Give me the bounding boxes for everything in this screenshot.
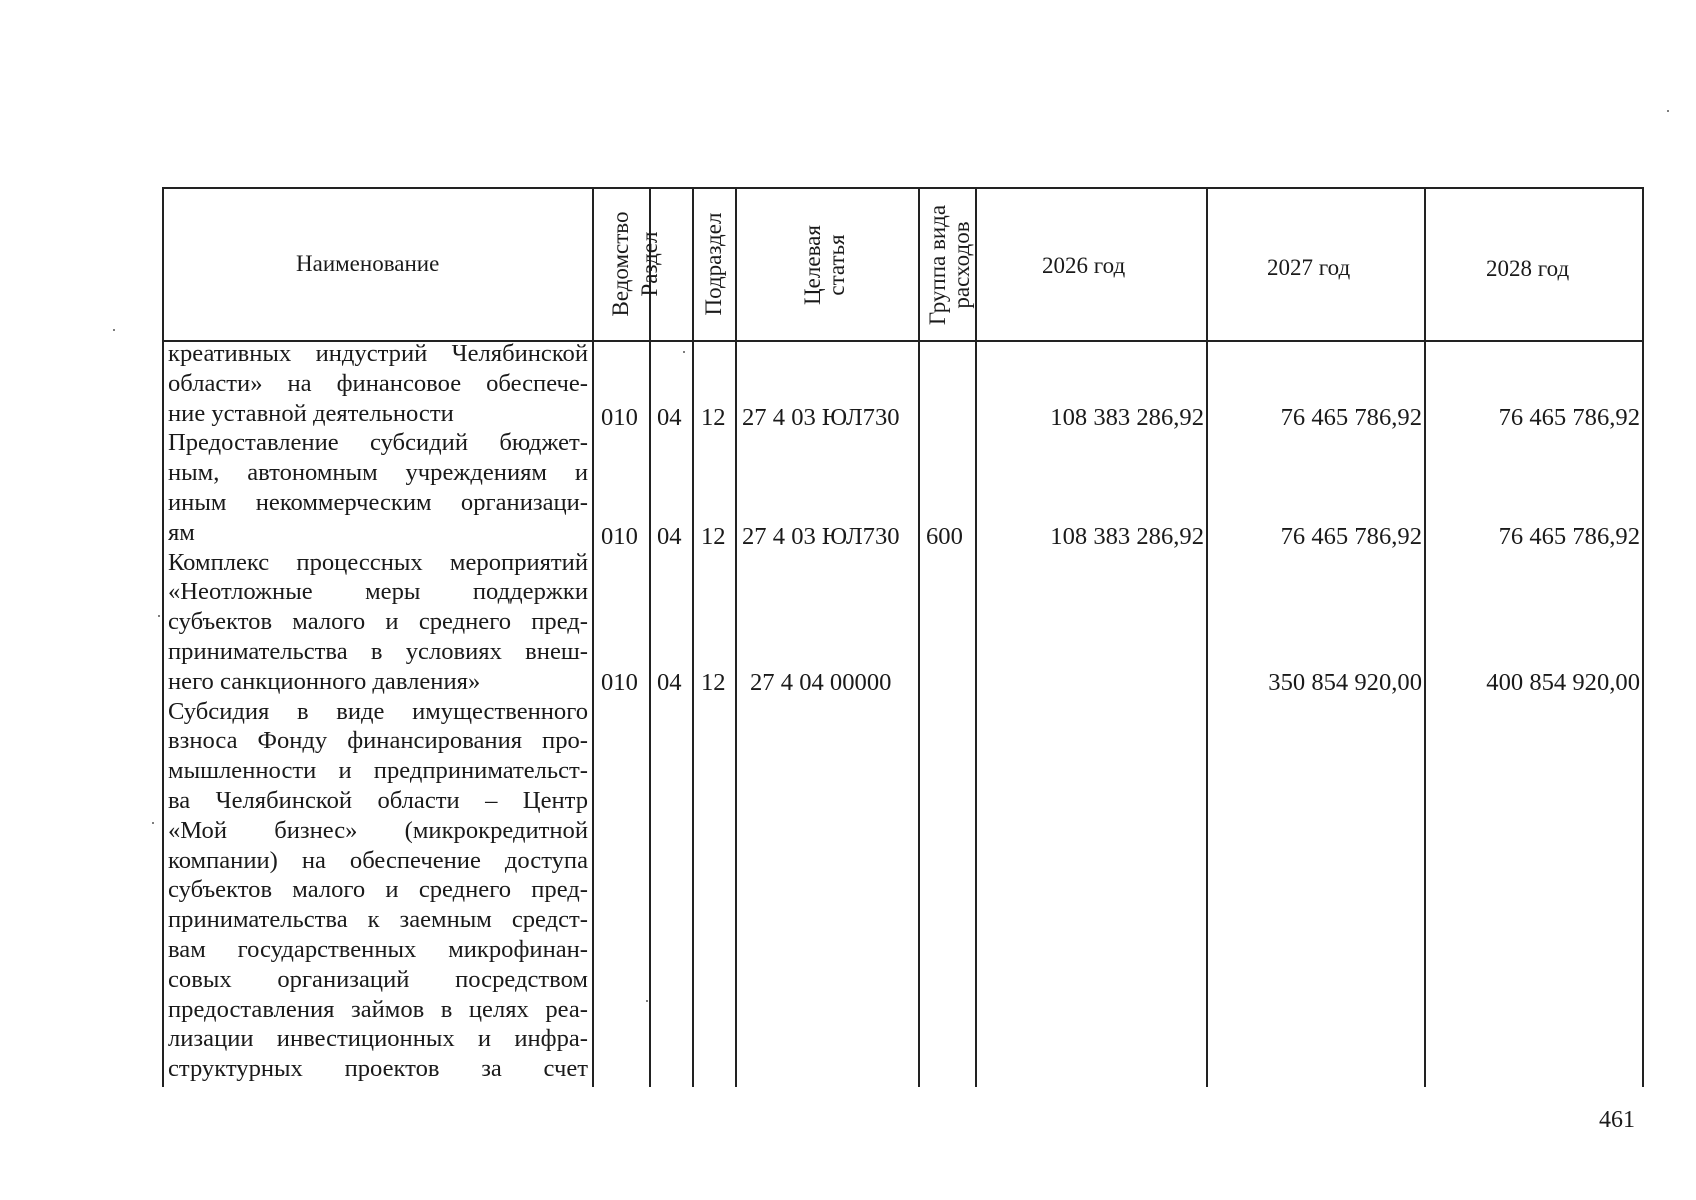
row-3-name xyxy=(168,548,588,697)
row-3-celevaya: 27 4 04 00000 xyxy=(750,669,892,696)
header-podrazdel-label: Подраздел xyxy=(701,212,726,316)
row-3-2028: 400 854 920,00 xyxy=(1486,669,1640,696)
row-4-name-line: совых организаций посредством xyxy=(168,965,588,993)
header-celevaya xyxy=(801,205,851,325)
row-2-vedomstvo: 010 xyxy=(601,523,638,550)
row-4-name xyxy=(168,697,588,1084)
row-3-name-line: Комплекс процессных мероприятий xyxy=(168,548,588,576)
row-1-2028: 76 465 786,92 xyxy=(1498,404,1640,431)
row-4-name-line: «Мой бизнес» (микрокредитной xyxy=(168,816,588,844)
row-2-name-line: ным, автономным учреждениям и xyxy=(168,459,588,487)
header-2027: 2027 год xyxy=(1267,255,1351,280)
row-3-podrazdel: 12 xyxy=(701,669,726,696)
scan-speck xyxy=(683,351,685,353)
row-1-2026: 108 383 286,92 xyxy=(1050,404,1204,431)
row-2-name xyxy=(168,428,588,547)
row-3-2027: 350 854 920,00 xyxy=(1268,669,1422,696)
scan-speck xyxy=(113,329,115,331)
row-1-celevaya: 27 4 03 ЮЛ730 xyxy=(742,404,900,431)
row-1-vedomstvo: 010 xyxy=(601,404,638,431)
row-4-name-line: Субсидия в виде имущественного xyxy=(168,697,588,725)
row-2-name-line: ям xyxy=(168,518,195,546)
header-2026: 2026 год xyxy=(1042,253,1126,278)
row-2-2027: 76 465 786,92 xyxy=(1280,523,1422,550)
header-podrazdel xyxy=(702,189,726,339)
header-2028: 2028 год xyxy=(1486,256,1570,281)
scan-speck xyxy=(646,1000,648,1002)
row-4-name-line: принимательства к заемным средст- xyxy=(168,906,588,934)
row-3-vedomstvo: 010 xyxy=(601,669,638,696)
header-celevaya-line2: статья xyxy=(824,234,850,296)
row-1-name-line: креативных индустрий Челябинской xyxy=(168,340,588,367)
header-vedomstvo-label: Ведомство xyxy=(608,211,633,317)
row-1-name-line: области» на финансовое обеспече- xyxy=(168,369,588,397)
header-vedomstvo xyxy=(609,189,633,339)
row-2-name-line: иным некоммерческим организаци- xyxy=(168,488,588,516)
row-4-name-line: структурных проектов за счет xyxy=(168,1055,588,1083)
scan-speck xyxy=(152,822,154,824)
row-3-razdel: 04 xyxy=(657,669,682,696)
header-gruppa-line2: расходов xyxy=(949,221,975,309)
header-razdel-label: Раздел xyxy=(637,231,662,297)
row-4-name-line: вам государственных микрофинан- xyxy=(168,935,588,963)
row-4-name-line: лизации инвестиционных и инфра- xyxy=(168,1025,588,1053)
scan-speck xyxy=(1667,110,1669,112)
row-2-podrazdel: 12 xyxy=(701,523,726,550)
row-1-podrazdel: 12 xyxy=(701,404,726,431)
header-celevaya-line1: Целевая xyxy=(800,225,825,305)
row-3-name-line: субъектов малого и среднего пред- xyxy=(168,608,588,636)
row-1-name xyxy=(168,339,588,428)
row-1-2027: 76 465 786,92 xyxy=(1280,404,1422,431)
row-1-name-line: ние уставной деятельности xyxy=(168,399,454,427)
header-razdel xyxy=(638,214,662,314)
row-3-name-line: него санкционного давления» xyxy=(168,667,481,695)
header-gruppa xyxy=(926,190,976,340)
row-4-name-line: ва Челябинской области – Центр xyxy=(168,786,588,814)
row-2-razdel: 04 xyxy=(657,523,682,550)
row-3-name-line: принимательства в условиях внеш- xyxy=(168,637,588,665)
row-1-razdel: 04 xyxy=(657,404,682,431)
row-4-name-line: субъектов малого и среднего пред- xyxy=(168,876,588,904)
row-2-name-line: Предоставление субсидий бюджет- xyxy=(168,429,588,457)
row-4-name-line: взноса Фонду финансирования про- xyxy=(168,727,588,755)
header-gruppa-line1: Группа вида xyxy=(925,204,950,326)
row-2-2026: 108 383 286,92 xyxy=(1050,523,1204,550)
row-4-name-line: предоставления займов в целях реа- xyxy=(168,995,588,1023)
header-name: Наименование xyxy=(296,251,440,276)
row-2-2028: 76 465 786,92 xyxy=(1498,523,1640,550)
row-3-name-line: «Неотложные меры поддержки xyxy=(168,578,588,606)
scan-speck xyxy=(158,615,160,617)
name-column xyxy=(168,339,588,1084)
row-4-name-line: мышленности и предпринимательст- xyxy=(168,757,588,785)
row-2-celevaya: 27 4 03 ЮЛ730 xyxy=(742,523,900,550)
page-number: 461 xyxy=(1599,1107,1635,1133)
row-4-name-line: компании) на обеспечение доступа xyxy=(168,846,588,874)
row-2-gruppa: 600 xyxy=(926,523,963,550)
